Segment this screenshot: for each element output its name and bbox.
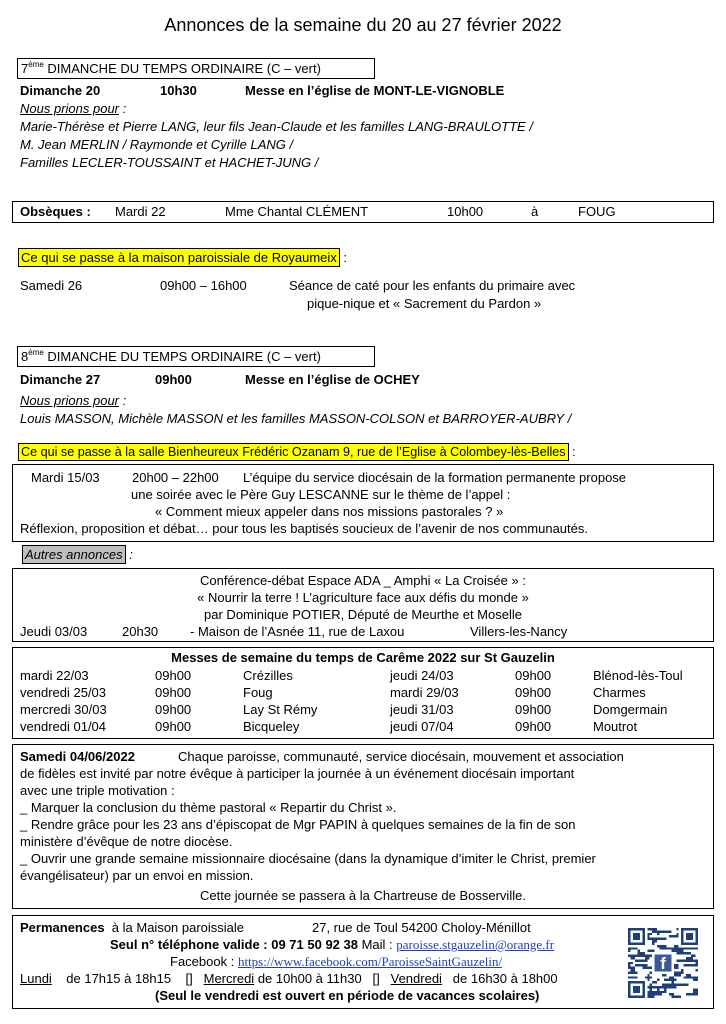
mail-label: Mail : [357,937,397,952]
sunday2-heading [21,349,321,365]
sunday1-pray-label: Nous prions pour [20,101,119,116]
sunday2-time: 09h00 [155,372,192,387]
careme-place: Moutrot [593,719,638,734]
careme-time: 09h00 [515,685,552,700]
careme-time: 09h00 [155,668,192,683]
careme-place: Crézilles [243,668,293,683]
conference-line2: « Nourrir la terre ! L’agriculture face aux défis du monde » [197,590,529,605]
royaumeix-day: Samedi 26 [20,278,83,293]
sunday1-time: 10h30 [160,83,197,98]
mail-link[interactable]: paroisse.stgauzelin@orange.fr [396,937,555,952]
royaumeix-time: 09h00 – 16h00 [160,278,247,293]
autres-annonces-colon: : [125,547,133,562]
sunday2-day: Dimanche 27 [20,372,101,387]
royaumeix-line2: pique-nique et « Sacrement du Pardon » [307,296,542,311]
ozanam-day: Mardi 15/03 [31,470,100,485]
conference-place: - Maison de l’Asnée 11, rue de Laxou [190,624,405,639]
obseques-place: FOUG [578,204,616,219]
careme-place: Foug [243,685,273,700]
conference-line1: Conférence-débat Espace ADA _ Amphi « La Croisée » : [200,573,526,588]
careme-day: vendredi 01/04 [20,719,107,734]
svg-text:f: f [660,954,666,974]
careme-time: 09h00 [515,668,552,683]
careme-place: Blénod-lès-Toul [593,668,683,683]
vendredi-label: Vendredi [390,971,442,986]
conference-city: Villers-les-Nancy [470,624,568,639]
careme-place: Lay St Rémy [243,702,318,717]
careme-time: 09h00 [155,685,192,700]
samedi-line: _ Ouvrir une grande semaine missionnaire diocésaine (dans la dynamique d’imiter le Christ, premier [20,851,596,866]
careme-time: 09h00 [155,719,192,734]
royaumeix-colon: : [339,250,348,265]
sunday1-mass: Messe en l’église de MONT-LE-VIGNOBLE [245,83,505,98]
phone-label: Seul n° téléphone valide : 09 71 50 92 38 [110,937,358,952]
qr-code-icon [628,928,698,998]
royaumeix-heading [18,250,347,266]
facebook-link[interactable]: https://www.facebook.com/ParoisseSaintGauzelin/ [237,954,503,969]
sunday1-num: 7 [21,61,29,76]
permanences-line1 [20,920,244,936]
separator: [] [372,971,380,986]
samedi-line: ministère d’évêque de notre diocèse. [20,834,233,849]
conference-time: 20h30 [122,624,159,639]
permanences-phone-line [110,937,554,953]
ozanam-line2: une soirée avec le Père Guy LESCANNE sur le thème de l’appel : [131,487,511,502]
sunday1-heading [21,61,321,77]
sunday1-label: DIMANCHE DU TEMPS ORDINAIRE (C – vert) [43,61,321,76]
careme-day: jeudi 31/03 [390,702,454,717]
ozanam-colon: : [568,445,576,459]
royaumeix-heading-text: Ce qui se passe à la maison paroissiale de Royaumeix [18,248,340,267]
ozanam-heading [18,444,576,460]
permanences-address: 27, rue de Toul 54200 Choloy-Ménillot [312,920,531,935]
sunday1-pray [20,101,126,117]
samedi-date: Samedi 04/06/2022 [20,749,135,764]
careme-place: Domgermain [593,702,668,717]
careme-day: mercredi 30/03 [20,702,107,717]
careme-day: vendredi 25/03 [20,685,107,700]
samedi-line: _ Marquer la conclusion du thème pastoral « Repartir du Christ ». [20,800,397,815]
careme-heading: Messes de semaine du temps de Carême 2022 sur St Gauzelin [171,650,555,665]
ozanam-line3: « Comment mieux appeler dans nos missions pastorales ? » [155,504,504,519]
separator: [] [185,971,193,986]
sunday1-day: Dimanche 20 [20,83,101,98]
facebook-line [170,954,502,970]
careme-place: Charmes [593,685,646,700]
ozanam-heading-text: Ce qui se passe à la salle Bienheureux Frédéric Ozanam 9, rue de l’Eglise à Colombey-lès-Belles [18,443,569,461]
mercredi-hours: de 10h00 à 11h30 [257,971,362,986]
sunday2-mass: Messe en l’église de OCHEY [245,372,420,387]
obseques-time: 10h00 [447,204,484,219]
sunday1-intention: Familles LECLER-TOUSSAINT et HACHET-JUNG / [20,155,319,170]
samedi-line: avec une triple motivation : [20,783,175,798]
facebook-label: Facebook : [170,954,238,969]
samedi-last: Cette journée se passera à la Chartreuse de Bosserville. [200,888,526,903]
lundi-label: Lundi [20,971,52,986]
mercredi-label: Mercredi [203,971,255,986]
autres-annonces [22,547,133,563]
conference-line3: par Dominique POTIER, Député de Meurthe et Moselle [204,607,522,622]
permanences-note: (Seul le vendredi est ouvert en période de vacances scolaires) [155,988,540,1003]
royaumeix-line1: Séance de caté pour les enfants du primaire avec [289,278,576,293]
careme-time: 09h00 [515,719,552,734]
page-title: Annonces de la semaine du 20 au 27 février 2022 [164,15,562,35]
sunday1-sup: ème [28,60,44,69]
sunday1-intention: M. Jean MERLIN / Raymonde et Cyrille LANG / [20,137,294,152]
hours-line [20,971,558,987]
careme-time: 09h00 [155,702,192,717]
careme-day: mardi 29/03 [390,685,459,700]
obseques-day: Mardi 22 [115,204,166,219]
careme-place: Bicqueley [243,719,300,734]
obseques-label: Obsèques : [20,204,91,219]
ozanam-line4: Réflexion, proposition et débat… pour tous les baptisés soucieux de l’avenir de nos communautés. [20,521,588,536]
sunday1-pray-colon: : [119,101,127,116]
sunday2-num: 8 [21,349,29,364]
conference-day: Jeudi 03/03 [20,624,88,639]
sunday2-label: DIMANCHE DU TEMPS ORDINAIRE (C – vert) [43,349,321,364]
sunday2-sup: ème [28,348,44,357]
sunday1-intention: Marie-Thérèse et Pierre LANG, leur fils Jean-Claude et les familles LANG-BRAULOTTE / [20,119,533,134]
lundi-hours: de 17h15 à 18h15 [66,971,172,986]
obseques-at: à [531,204,539,219]
samedi-line: évangélisateur) par un envoi en mission. [20,868,254,883]
careme-day: jeudi 07/04 [390,719,454,734]
permanences-label: Permanences [20,920,105,935]
samedi-line: Chaque paroisse, communauté, service diocésain, mouvement et association [178,749,624,764]
permanences-place: à la Maison paroissiale [111,920,245,935]
vendredi-hours: de 16h30 à 18h00 [452,971,558,986]
ozanam-line1: L’équipe du service diocésain de la formation permanente propose [243,470,627,485]
sunday2-pray [20,393,126,409]
samedi-line: de fidèles est invité par notre évêque à participer la journée à un événement diocésain important [20,766,575,781]
careme-time: 09h00 [515,702,552,717]
ozanam-time: 20h00 – 22h00 [132,470,219,485]
sunday2-pray-colon: : [119,393,127,408]
careme-day: mardi 22/03 [20,668,89,683]
obseques-name: Mme Chantal CLÉMENT [225,204,369,219]
sunday2-pray-label: Nous prions pour [20,393,119,408]
sunday2-intention: Louis MASSON, Michèle MASSON et les familles MASSON-COLSON et BARROYER-AUBRY / [20,411,572,426]
samedi-line: _ Rendre grâce pour les 23 ans d’épiscopat de Mgr PAPIN à quelques semaines de la fin de son [20,817,576,832]
autres-annonces-label: Autres annonces [22,545,126,564]
careme-day: jeudi 24/03 [390,668,454,683]
